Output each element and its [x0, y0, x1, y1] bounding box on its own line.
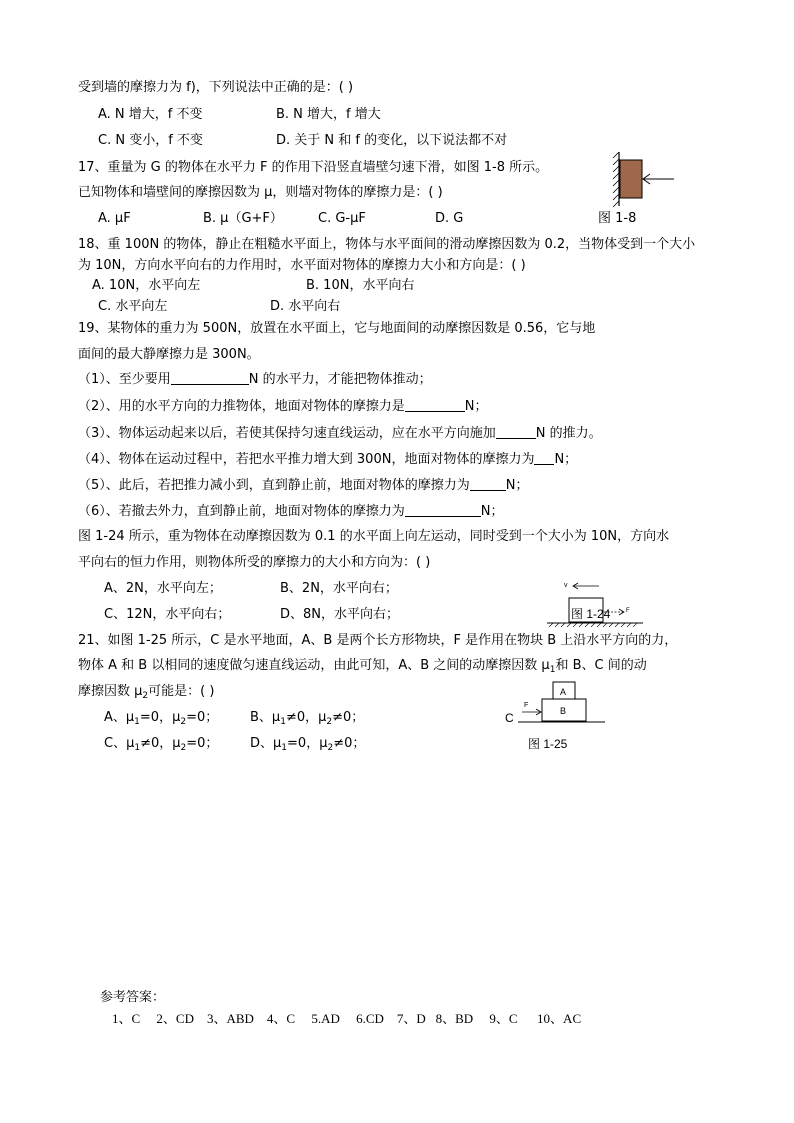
q20-option-b: B、2N，水平向右；	[280, 581, 398, 596]
wall-hatching	[613, 152, 619, 207]
answer-blank-1[interactable]	[171, 371, 249, 385]
q17-option-d: D. G	[435, 211, 464, 226]
q17-figure-caption: 图 1-8	[598, 211, 637, 226]
q16-option-a: A. N 增大，f 不变	[98, 107, 203, 122]
q20-line2: 平向右的恒力作用，则物体所受的摩擦力的大小和方向为：( )	[78, 555, 431, 570]
velocity-label: v	[564, 582, 568, 589]
force-label: F	[626, 608, 630, 614]
q17-option-a: A. μF	[98, 211, 131, 226]
q21-option-d	[250, 736, 365, 756]
q21-option-d-sub1: 1	[281, 743, 288, 753]
q20-option-c: C、12N，水平向右；	[104, 607, 231, 622]
q19-sub4-suffix: N；	[554, 452, 578, 467]
q19-sub3	[78, 425, 602, 442]
q21-line3-pre: 摩擦因数 μ	[78, 684, 143, 699]
q21-line3	[78, 684, 214, 704]
q21-option-b-mid: ≠0，μ	[285, 710, 327, 725]
q21-option-d-mid: =0，μ	[287, 736, 328, 751]
q21-option-b-sub2: 2	[326, 717, 333, 727]
q21-option-a-sub2: 2	[180, 717, 187, 727]
q21-option-c-sub2: 2	[180, 743, 187, 753]
q19-sub5-prefix: （5）、此后，若把推力减小到，直到静止前，地面对物体的摩擦力为	[78, 478, 470, 493]
answers-title: 参考答案：	[100, 990, 166, 1005]
q18-option-b: B. 10N，水平向右	[306, 278, 415, 293]
q20-option-d: D、8N，水平向右；	[280, 607, 400, 622]
figure-caption-1-25: 图 1-25	[528, 737, 568, 751]
figure-1-25	[500, 678, 610, 754]
q21-option-b-pre: B、μ	[250, 710, 281, 725]
q19-sub1-prefix: （1）、至少要用	[78, 372, 171, 387]
q21-option-b-post: ≠0；	[332, 710, 365, 725]
q19-sub3-prefix: （3）、物体运动起来以后，若使其保持匀速直线运动，应在水平方向施加	[78, 426, 496, 441]
q16-stem-tail: 受到墙的摩擦力为 f)，下列说法中正确的是：( )	[78, 80, 354, 95]
q19-sub3-suffix: N 的推力。	[535, 426, 602, 441]
q17-option-b: B. μ（G+F）	[203, 211, 283, 226]
answer-blank-4[interactable]	[534, 451, 554, 465]
q19-line2: 面间的最大静摩擦力是 300N。	[78, 347, 260, 362]
figure-1-8	[610, 150, 690, 208]
block-b-label: B	[560, 706, 567, 716]
q17-line1: 17、重量为 G 的物体在水平力 F 的作用下沿竖直墙壁匀速下滑，如图 1-8 所示。	[78, 160, 549, 175]
q20-line1: 图 1-24 所示，重为物体在动摩擦因数为 0.1 的水平面上向左运动，同时受到一个大小为 10N，方向水	[78, 529, 670, 544]
figure-caption-1-24: 图 1-24	[571, 607, 611, 621]
figure-1-24	[545, 575, 645, 627]
q21-option-a-sub1: 1	[134, 717, 140, 727]
q21-line3-post: 可能是：( )	[148, 684, 215, 699]
ground-c-label: C	[505, 711, 514, 725]
q21-option-d-pre: D、μ	[250, 736, 282, 751]
q21-line3-sub: 2	[142, 691, 149, 701]
q21-option-c-mid: ≠0，μ	[140, 736, 181, 751]
q18-line1: 18、重 100N 的物体，静止在粗糙水平面上，物体与水平面间的滑动摩擦因数为 0.2，当物体受到一个大小	[78, 237, 696, 252]
force-f-label: F	[524, 702, 529, 709]
q21-option-a-post: =0；	[186, 710, 219, 725]
ground-hatching	[549, 623, 637, 627]
q21-option-d-sub2: 2	[327, 743, 334, 753]
q16-option-c: C. N 变小，f 不变	[98, 133, 203, 148]
q21-option-d-post: ≠0；	[333, 736, 366, 751]
q21-option-a-pre: A、μ	[104, 710, 135, 725]
q21-option-c-pre: C、μ	[104, 736, 135, 751]
answer-blank-5[interactable]	[470, 477, 506, 491]
q19-sub6-prefix: （6）、若撤去外力，直到静止前，地面对物体的摩擦力为	[78, 504, 405, 519]
q19-sub6-suffix: N；	[480, 504, 504, 519]
q21-option-c	[104, 736, 218, 756]
q19-line1: 19、某物体的重力为 500N，放置在水平面上，它与地面间的动摩擦因数是 0.56，它与地	[78, 321, 596, 336]
q21-line2-text: 物体 A 和 B 以相同的速度做匀速直线运动，由此可知，A、B 之间的动摩擦因数 μ	[78, 658, 550, 673]
q21-option-a	[104, 710, 218, 730]
q18-option-a: A. 10N，水平向左	[92, 278, 201, 293]
q21-option-c-post: =0；	[186, 736, 219, 751]
q17-line2: 已知物体和墙壁间的摩擦因数为 μ，则墙对物体的摩擦力是：( )	[78, 185, 443, 200]
q19-sub1	[78, 371, 432, 388]
q19-sub4	[78, 451, 577, 468]
q21-option-c-sub1: 1	[134, 743, 141, 753]
q20-option-a: A、2N，水平向左；	[104, 581, 222, 596]
q17-option-c: C. G-μF	[318, 211, 366, 226]
q16-option-b: B. N 增大，f 增大	[276, 107, 381, 122]
q19-sub6	[78, 503, 504, 520]
answer-blank-3[interactable]	[496, 425, 536, 439]
q21-line2	[78, 658, 647, 678]
answer-blank-6[interactable]	[405, 503, 481, 517]
q19-sub2-prefix: （2）、用的水平方向的力推物体，地面对物体的摩擦力是	[78, 399, 405, 414]
q19-sub5	[78, 477, 529, 494]
q18-option-d: D. 水平向右	[270, 299, 341, 314]
answers-list: 1、C 2、CD 3、ABD 4、C 5.AD 6.CD 7、D 8、BD 9、C 10、AC	[112, 1011, 582, 1026]
q21-line1: 21、如图 1-25 所示，C 是水平地面，A、B 是两个长方形物块，F 是作用在物块 B 上沿水平方向的力，	[78, 633, 678, 648]
q18-option-c: C. 水平向左	[98, 299, 168, 314]
block-on-wall	[620, 160, 642, 198]
q21-line2-mid: 和 B、C 间的动	[555, 658, 647, 673]
q19-sub2	[78, 398, 488, 415]
block-a-label: A	[560, 687, 567, 697]
q19-sub4-prefix: （4）、物体在运动过程中，若把水平推力增大到 300N，地面对物体的摩擦力为	[78, 452, 535, 467]
q21-option-b	[250, 710, 364, 730]
q19-sub1-suffix: N 的水平力，才能把物体推动；	[248, 372, 432, 387]
q16-option-d: D. 关于 N 和 f 的变化，以下说法都不对	[276, 133, 508, 148]
q19-sub5-suffix: N；	[505, 478, 529, 493]
q21-option-a-mid: =0，μ	[139, 710, 181, 725]
q19-sub2-suffix: N；	[464, 399, 488, 414]
q21-line2-sub: 1	[549, 665, 556, 675]
q21-option-b-sub1: 1	[280, 717, 286, 727]
q18-line2: 为 10N，方向水平向右的力作用时，水平面对物体的摩擦力大小和方向是：( )	[78, 258, 526, 273]
answer-blank-2[interactable]	[405, 398, 465, 412]
